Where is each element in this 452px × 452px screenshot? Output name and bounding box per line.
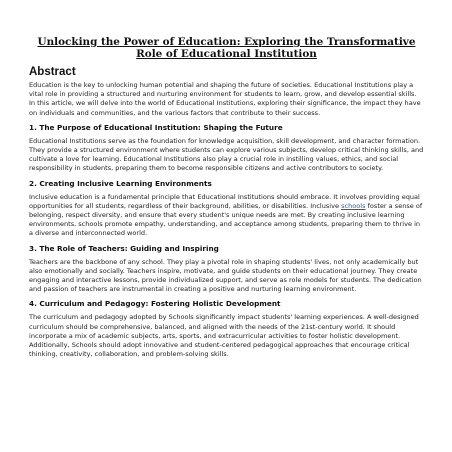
section-2-paragraph (29, 193, 424, 239)
section-4-heading: 4. Curriculum and Pedagogy: Fostering Holistic Development (29, 299, 281, 309)
section-4-paragraph: The curriculum and pedagogy adopted by Schools significantly impact students' learning experiences. A well-designed curriculum should be comprehensive, balanced, and aligned with the needs of the 21st-century world. It should incorporate a mix of academic subjects, arts, sports, and extracurricular activities to foster holistic development. Additionally, Schools should adopt innovative and student-centered pedagogical approaches that encourage critical thinking, creativity, collaboration, and problem-solving skills. (29, 313, 419, 359)
section-2-text-after-link: foster a sense of belonging, respect diversity, and ensure that every student's unique needs are met. By creating inclusive learning environments, schools promote empathy, understanding, and acceptance among students, preparing them to thrive in a diverse and interconnected world. (29, 201, 423, 238)
title-line-2: Role of Educational Institution (136, 48, 317, 60)
section-3-paragraph: Teachers are the backbone of any school. They play a pivotal role in shaping students' lives, not only academically but also emotionally and socially. Teachers inspire, motivate, and guide students on their educational journey. They create engaging and interactive lessons, provide individualized support, and serve as role models for students. The dedication and passion of teachers are instrumental in creating a positive and nurturing learning environment. (29, 257, 422, 294)
section-2-heading: 2. Creating Inclusive Learning Environments (29, 178, 212, 188)
section-2-text-before-link: Inclusive education is a fundamental principle that Educational Institutions should embrace. It involves providing equal opportunities for all students, regardless of their background, abilities, or disabilities. Inclusive (29, 192, 420, 210)
document-title (29, 36, 424, 60)
schools-link[interactable]: schools (341, 201, 366, 210)
abstract-paragraph: Education is the key to unlocking human potential and shaping the future of societies. Educational Institutions play a vital role in providing a structured and nurturing environment for students to learn, grow, and develop essential skills. In this article, we will delve into the world of Educational Institutions, exploring their significance, the impact they have on individuals and communities, and the various factors that contribute to their success. (29, 81, 421, 117)
section-3-heading: 3. The Role of Teachers: Guiding and Inspiring (29, 243, 219, 253)
section-1-heading: 1. The Purpose of Educational Institution: Shaping the Future (29, 122, 283, 132)
abstract-heading: Abstract (29, 66, 76, 78)
section-1-paragraph: Educational Institutions serve as the foundation for knowledge acquisition, skill development, and character formation. They provide a structured environment where students can explore various subjects, develop critical thinking skills, and cultivate a love for learning. Educational Institutions also play a crucial role in instilling values, ethics, and social responsibility in students, preparing them to become responsible citizens and active contributors to society. (29, 136, 424, 173)
title-line-1: Unlocking the Power of Education: Exploring the Transformative (37, 36, 416, 48)
